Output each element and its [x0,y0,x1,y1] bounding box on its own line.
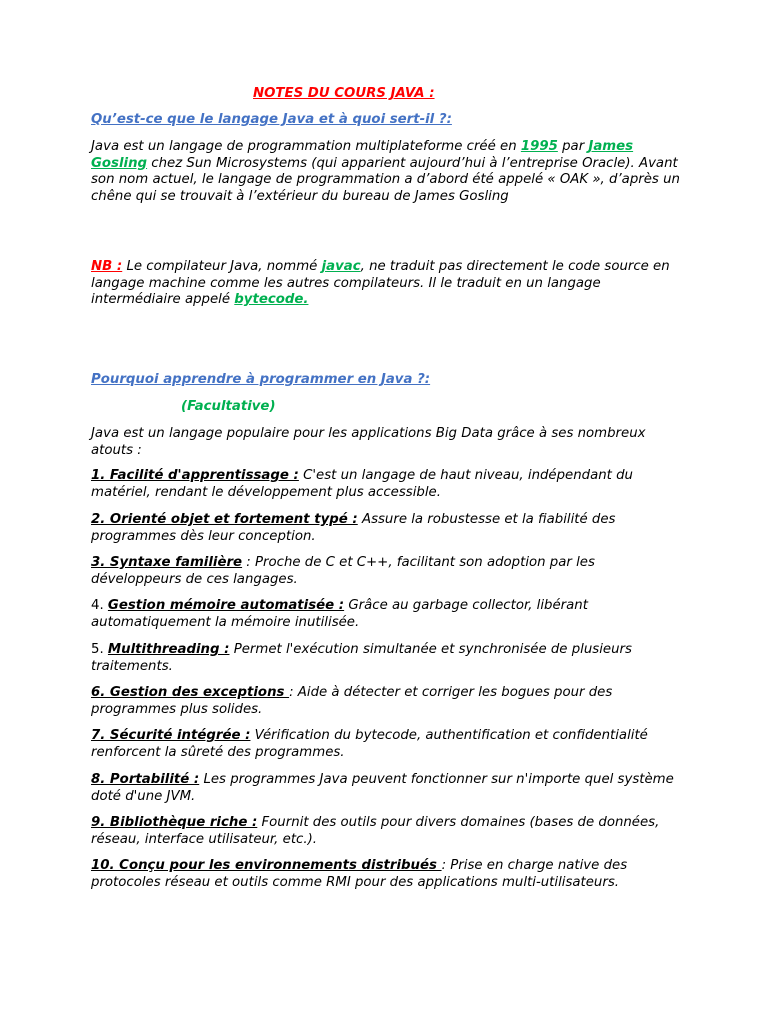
list-item-title: 8. Portabilité : [91,772,200,787]
list-item-title: 3. Syntaxe familière [91,555,243,570]
list-item-title: 2. Orienté objet et fortement typé : [91,512,358,527]
javac-highlight: javac [321,259,361,274]
author-highlight: James Gosling [91,139,634,171]
year-highlight: 1995 [520,139,558,154]
list-item-title: 7. Sécurité intégrée : [91,728,251,743]
nb-label: NB : [91,259,123,274]
intro-text-b: par [557,139,589,154]
list-item: 10. Conçu pour les environnements distribués : Prise en charge native des protocoles réseau et outils comme RMI pour des applications multi-utilisateurs. [91,858,628,890]
list-item-title: 1. Facilité d'apprentissage : [91,468,299,483]
nb-paragraph [91,259,681,309]
section-subheading-optional: (Facultative) [181,399,276,414]
intro-text-c: chez Sun Microsystems (qui apparient aujourd’hui à l’entreprise Oracle). Avant son nom actuel, le langage de programmation a d’abord été appelé « OAK », d’après un chêne qui se trouvait à l’extérieur du bureau de James Gosling [91,155,680,204]
list-item-title: 9. Bibliothèque riche : [91,815,258,830]
section-heading-what-is-java: Qu’est-ce que le langage Java et à quoi sert-il ?: [91,112,452,127]
list-item: 9. Bibliothèque riche : Fournit des outils pour divers domaines (bases de données, réseau, interface utilisateur, etc.). [91,815,660,847]
document-title: NOTES DU COURS JAVA : [253,86,435,101]
nb-text-b: , ne traduit pas directement le code source en langage machine comme les autres compilateurs. Il le traduit en un langage intermédiaire appelé [91,259,670,308]
list-item: 2. Orienté objet et fortement typé : Assure la robustesse et la fiabilité des programmes dès leur conception. [91,512,616,544]
list-item-title: 10. Conçu pour les environnements distribués [91,858,442,873]
list-item: 5. Multithreading : Permet l'exécution simultanée et synchronisée de plusieurs traitements. [91,642,632,674]
list-item-title: Gestion mémoire automatisée : [107,598,345,613]
list-item: 7. Sécurité intégrée : Vérification du bytecode, authentification et confidentialité renforcent la sûreté des programmes. [91,728,648,760]
paragraph-java-intro [91,139,681,205]
list-item: 4. Gestion mémoire automatisée : Grâce au garbage collector, libérant automatiquement la mémoire inutilisée. [91,598,588,630]
list-item-title: Multithreading : [107,642,230,657]
list-item-title: 6. Gestion des exceptions [91,685,290,700]
list-item: 3. Syntaxe familière : Proche de C et C++, facilitant son adoption par les développeurs de ces langages. [91,555,595,587]
intro-text-a: Java est un langage de programmation multiplateforme créé en [91,139,521,154]
section-heading-why-java: Pourquoi apprendre à programmer en Java ?: [91,372,431,387]
list-item: 1. Facilité d'apprentissage : C'est un langage de haut niveau, indépendant du matériel, rendant le développement plus accessible. [91,468,633,500]
paragraph-java-atouts: Java est un langage populaire pour les applications Big Data grâce à ses nombreux atouts : [91,426,646,458]
list-item: 6. Gestion des exceptions : Aide à détecter et corriger les bogues pour des programmes plus solides. [91,685,613,717]
list-item: 8. Portabilité : Les programmes Java peuvent fonctionner sur n'importe quel système doté d'une JVM. [91,772,674,804]
bytecode-highlight: bytecode. [234,292,309,308]
nb-text-a: Le compilateur Java, nommé [122,259,322,274]
